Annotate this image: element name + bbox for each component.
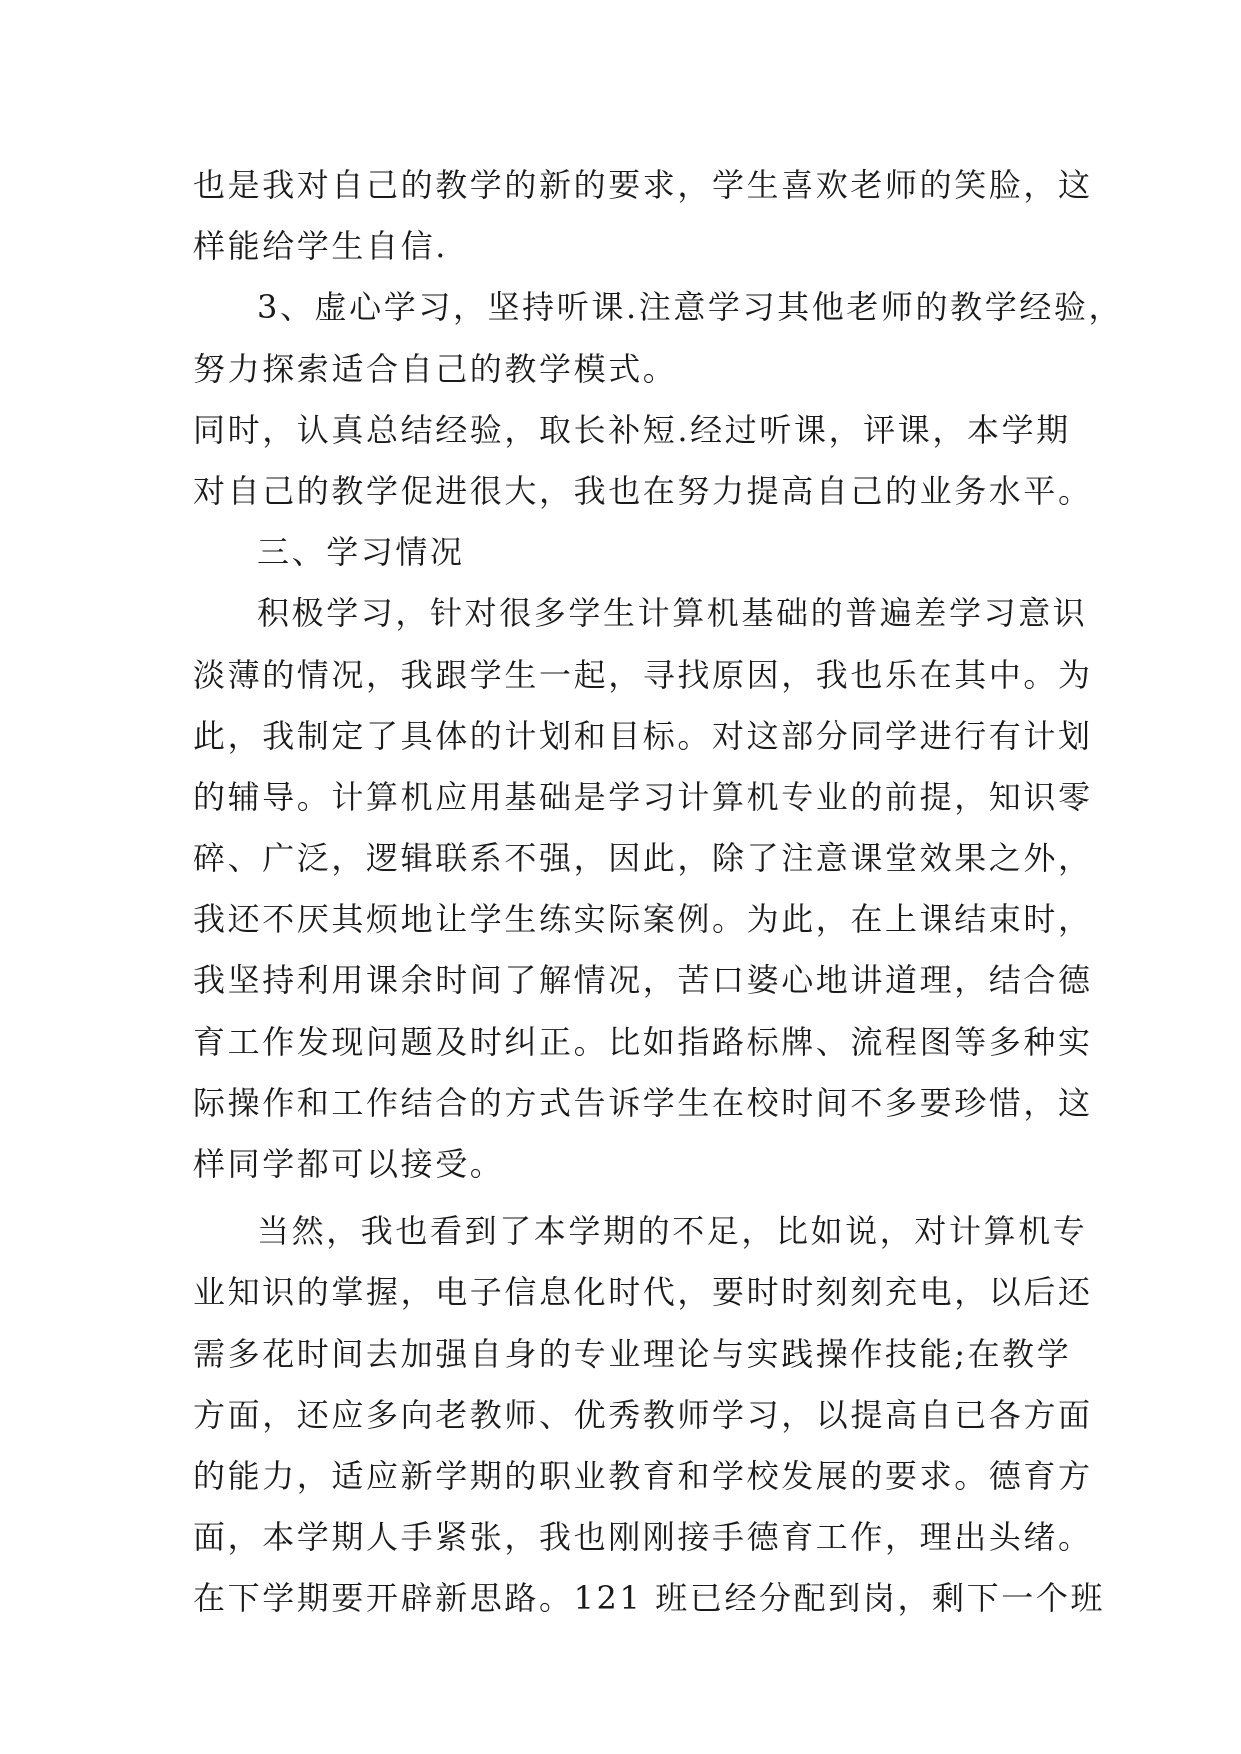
text-line: 在下学期要开辟新思路。121 班已经分配到岗，剩下一个班 bbox=[193, 1579, 1106, 1618]
text-line: 的能力，适应新学期的职业教育和学校发展的要求。德育方 bbox=[193, 1456, 1093, 1495]
text-line: 际操作和工作结合的方式告诉学生在校时间不多要珍惜，这 bbox=[193, 1083, 1093, 1122]
text-line: 同时，认真总结经验，取长补短.经过听课，评课，本学期 bbox=[193, 410, 1071, 449]
text-line: 对自己的教学促进很大，我也在努力提高自己的业务水平。 bbox=[193, 471, 1093, 510]
text-line: 此，我制定了具体的计划和目标。对这部分同学进行有计划 bbox=[193, 716, 1093, 755]
text-line: 我坚持利用课余时间了解情况，苦口婆心地讲道理，结合德 bbox=[193, 961, 1093, 1000]
section-heading: 三、学习情况 bbox=[257, 533, 465, 572]
text-line: 淡薄的情况，我跟学生一起，寻找原因，我也乐在其中。为 bbox=[193, 655, 1093, 694]
text-line: 育工作发现问题及时纠正。比如指路标牌、流程图等多种实 bbox=[193, 1022, 1093, 1061]
text-line: 我还不厌其烦地让学生练实际案例。为此，在上课结束时， bbox=[193, 900, 1093, 939]
text-line: 方面，还应多向老教师、优秀教师学习，以提高自已各方面 bbox=[193, 1395, 1093, 1434]
text-line: 碎、广泛，逻辑联系不强，因此，除了注意课堂效果之外， bbox=[193, 839, 1093, 878]
text-line: 样同学都可以接受。 bbox=[193, 1145, 505, 1183]
document-body bbox=[193, 155, 1124, 1630]
text-line: 业知识的掌握，电子信息化时代，要时时刻刻充电，以后还 bbox=[193, 1273, 1093, 1312]
text-line: 需多花时间去加强自身的专业理论与实践操作技能;在教学 bbox=[193, 1334, 1072, 1373]
text-line: 也是我对自己的教学的新的要求，学生喜欢老师的笑脸，这 bbox=[193, 166, 1093, 204]
text-line: 的辅导。计算机应用基础是学习计算机专业的前提，知识零 bbox=[193, 777, 1093, 816]
text-line: 努力探索适合自己的教学模式。 bbox=[193, 349, 678, 388]
text-line: 积极学习，针对很多学生计算机基础的普遍差学习意识 bbox=[257, 594, 1088, 633]
text-line: 当然，我也看到了本学期的不足，比如说，对计算机专 bbox=[257, 1212, 1088, 1251]
text-line: 面，本学期人手紧张，我也刚刚接手德育工作，理出头绪。 bbox=[193, 1518, 1093, 1557]
text-line: 样能给学生自信. bbox=[193, 227, 448, 266]
text-line: 3、虚心学习，坚持听课.注意学习其他老师的教学经验， bbox=[257, 288, 1124, 327]
